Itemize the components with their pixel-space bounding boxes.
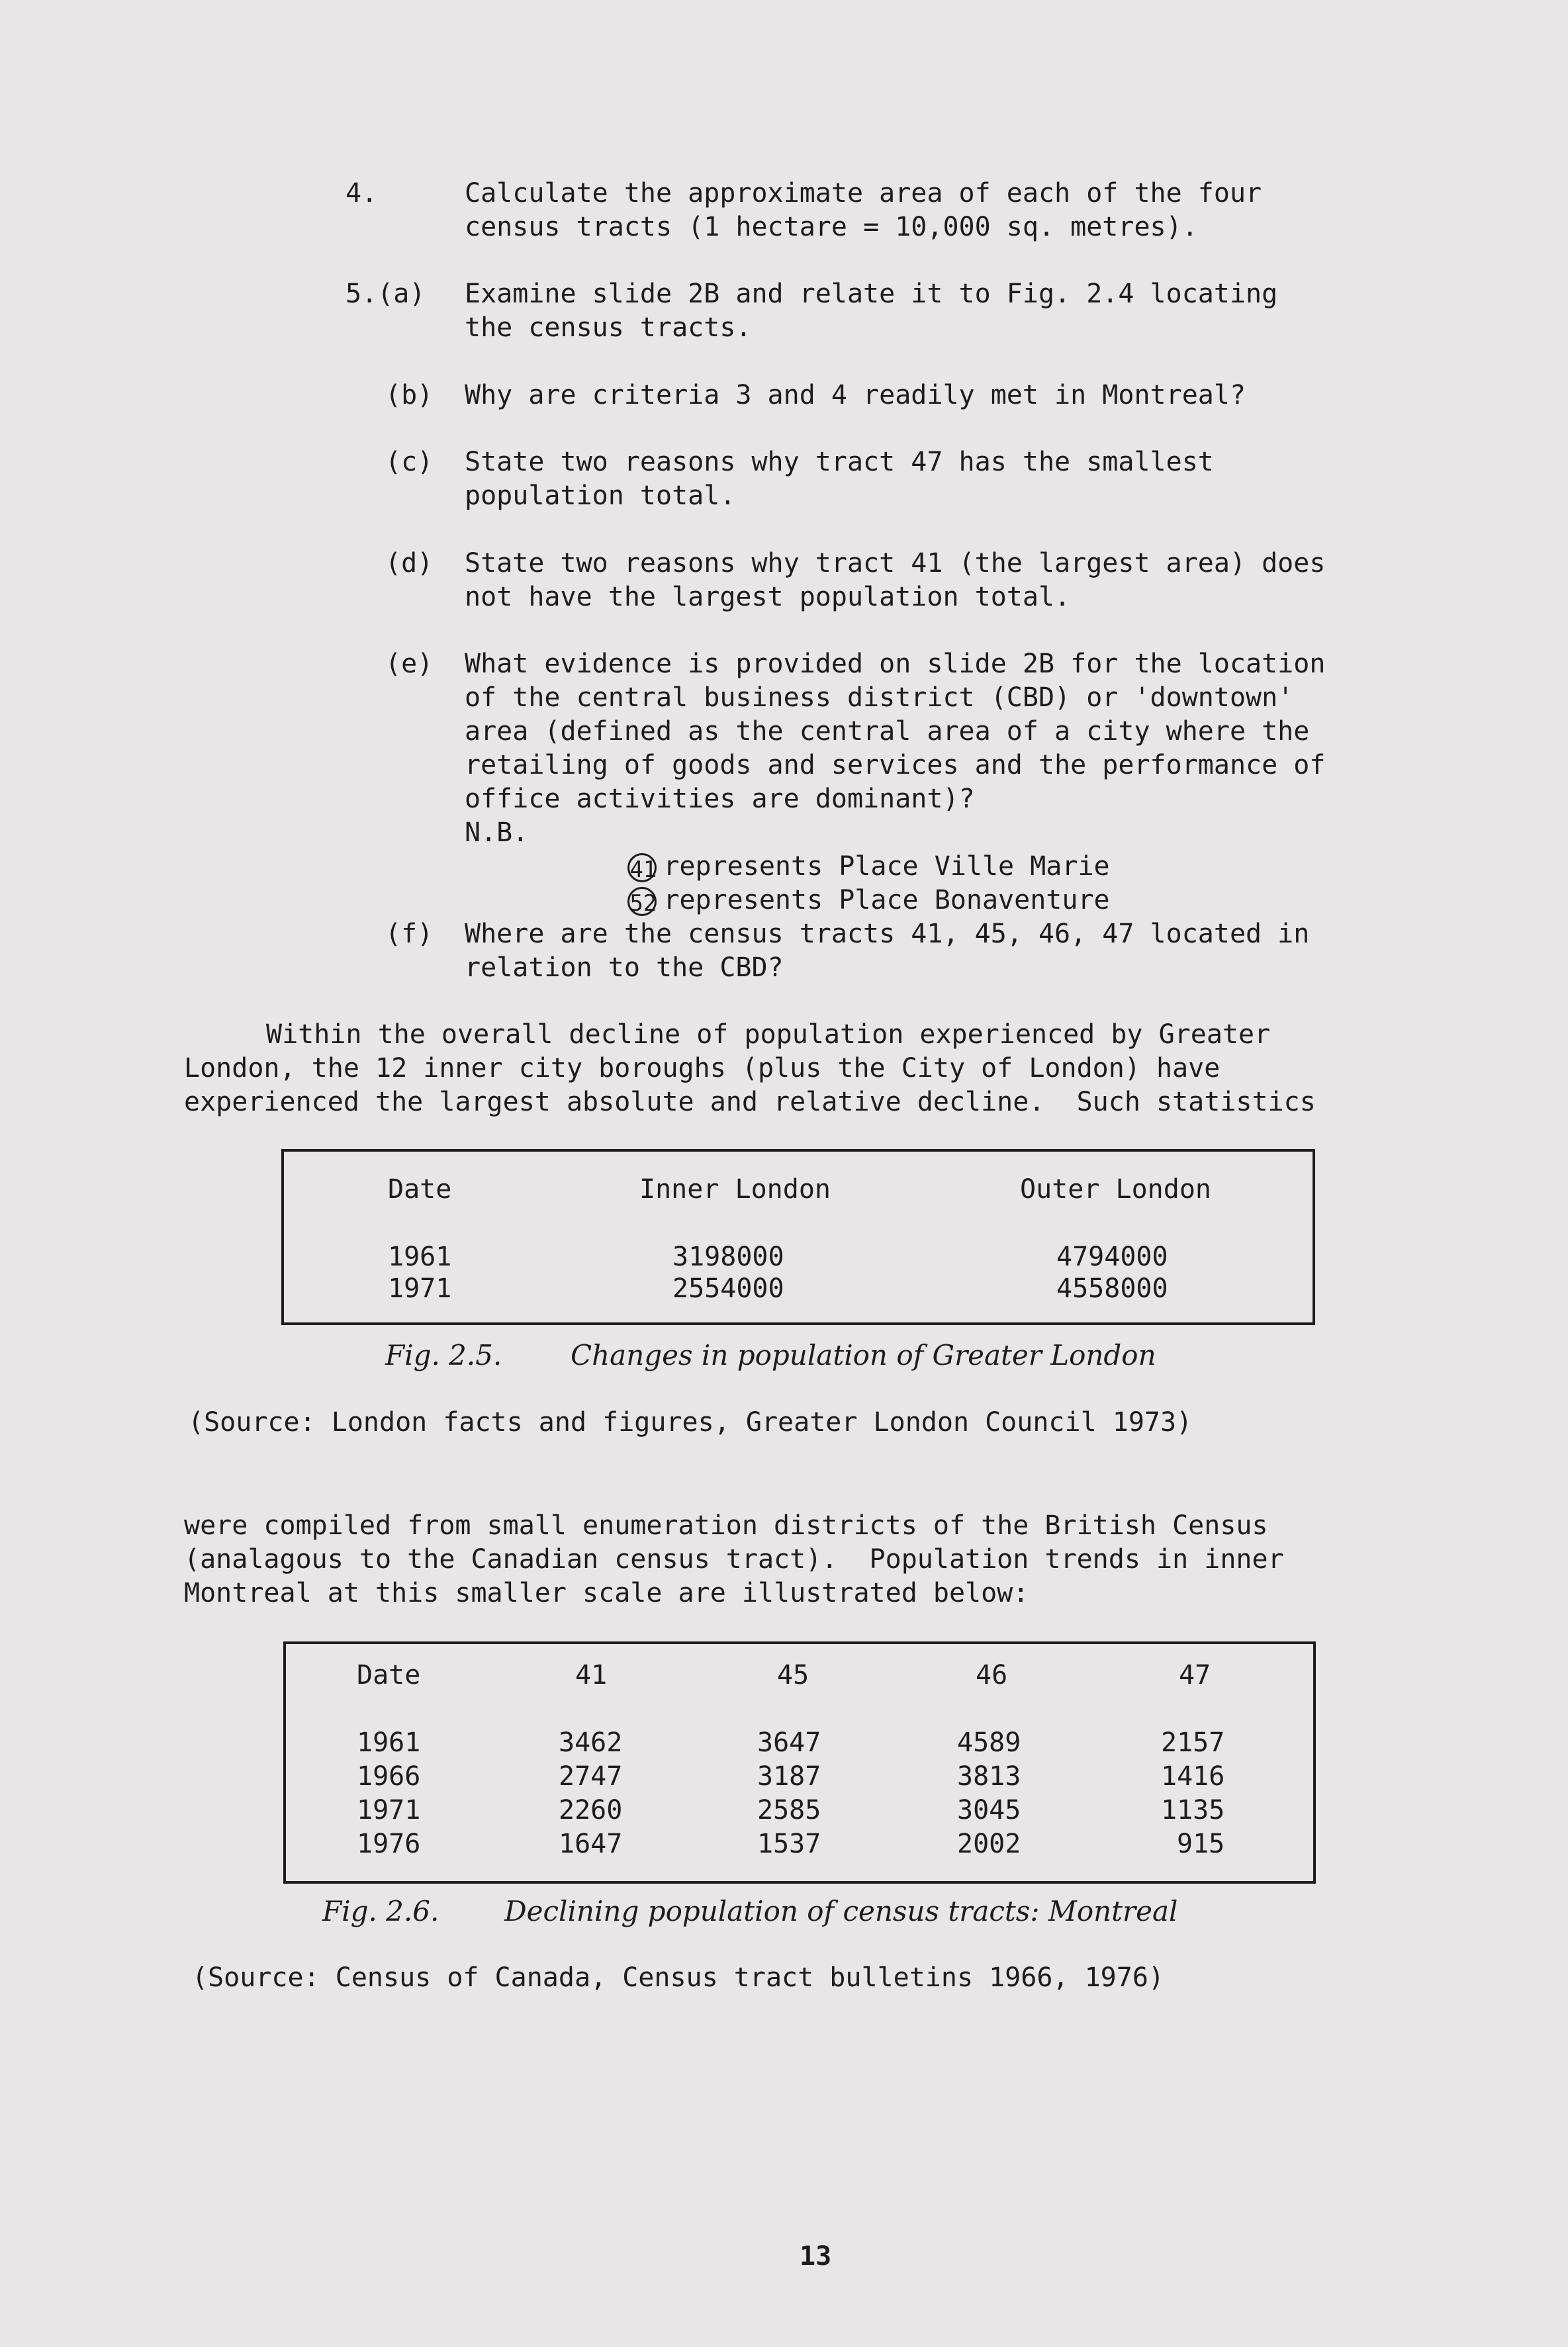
question-text-line: relation to the CBD? <box>465 952 784 983</box>
table-cell: 4589 <box>957 1727 1021 1758</box>
figure-title: Changes in population of Greater London <box>571 1339 1156 1371</box>
question-text-line: State two reasons why tract 41 (the largest area) does <box>465 548 1326 578</box>
table-cell: 1135 <box>1161 1795 1225 1825</box>
question-number: 5.(a) <box>346 279 426 309</box>
question-text-line: population total. <box>465 481 736 511</box>
figure-label: Fig. 2.5. <box>385 1339 502 1371</box>
figure-label: Fig. 2.6. <box>322 1895 439 1927</box>
table-header: 41 <box>575 1660 608 1690</box>
table-cell: 915 <box>1177 1829 1225 1859</box>
paragraph-line: Montreal at this smaller scale are illustrated below: <box>184 1578 1029 1608</box>
population-table-greater-london <box>281 1149 1315 1325</box>
table-cell: 1971 <box>388 1273 452 1304</box>
table-header: 46 <box>976 1660 1008 1690</box>
table-cell: 1976 <box>357 1829 421 1859</box>
table-cell: 3647 <box>757 1727 821 1758</box>
paragraph-line: were compiled from small enumeration districts of the British Census <box>184 1510 1268 1541</box>
question-text-line: Where are the census tracts 41, 45, 46, 47 located in <box>465 919 1310 949</box>
question-text-line: census tracts (1 hectare = 10,000 sq. metres). <box>465 212 1198 242</box>
table-cell: 1966 <box>357 1761 421 1792</box>
table-cell: 1647 <box>559 1829 623 1859</box>
question-text-line: Calculate the approximate area of each of the four <box>465 178 1262 208</box>
question-number: 4. <box>346 178 378 208</box>
nb-note-text: represents Place Ville Marie <box>663 851 1110 882</box>
question-text-line: Why are criteria 3 and 4 readily met in Montreal? <box>465 380 1246 410</box>
table-cell: 3198000 <box>672 1242 784 1272</box>
source-citation: (Source: Census of Canada, Census tract bulletins 1966, 1976) <box>192 1962 1165 1993</box>
table-header: 47 <box>1179 1660 1211 1690</box>
question-number: (c) <box>385 447 434 477</box>
table-cell: 3045 <box>957 1795 1021 1825</box>
page-number: 13 <box>800 2241 832 2272</box>
table-cell: 2002 <box>957 1829 1021 1859</box>
table-cell: 4794000 <box>1056 1242 1168 1272</box>
table-cell: 1961 <box>388 1242 452 1272</box>
table-header: Inner London <box>639 1174 831 1205</box>
table-cell: 2585 <box>757 1795 821 1825</box>
table-cell: 2260 <box>559 1795 623 1825</box>
question-number: (f) <box>385 919 434 949</box>
paragraph-line: (analagous to the Canadian census tract). Population trends in inner <box>184 1544 1284 1575</box>
table-cell: 1961 <box>357 1727 421 1758</box>
nb-label: N.B. <box>465 817 529 848</box>
question-text-line: What evidence is provided on slide 2B for the location <box>465 649 1326 679</box>
table-cell: 2157 <box>1161 1727 1225 1758</box>
question-text-line: not have the largest population total. <box>465 582 1071 612</box>
table-cell: 3462 <box>559 1727 623 1758</box>
table-cell: 4558000 <box>1056 1273 1168 1304</box>
table-cell: 3813 <box>957 1761 1021 1792</box>
paragraph-line: experienced the largest absolute and relative decline. Such statistics <box>184 1087 1316 1117</box>
circled-tract-number: 52 <box>627 887 657 916</box>
question-text-line: retailing of goods and services and the performance of <box>465 750 1326 780</box>
table-cell: 1537 <box>757 1829 821 1859</box>
question-number: (d) <box>385 548 434 578</box>
circled-tract-number: 41 <box>627 853 657 882</box>
question-text-line: of the central business district (CBD) or 'downtown' <box>465 682 1294 713</box>
table-cell: 2747 <box>559 1761 623 1792</box>
table-cell: 1416 <box>1161 1761 1225 1792</box>
question-number: (b) <box>385 380 434 410</box>
question-text-line: State two reasons why tract 47 has the smallest <box>465 447 1214 477</box>
question-text-line: the census tracts. <box>465 312 752 343</box>
table-cell: 3187 <box>757 1761 821 1792</box>
table-header: 45 <box>777 1660 809 1690</box>
nb-note-text: represents Place Bonaventure <box>663 885 1110 915</box>
figure-title: Declining population of census tracts: Montreal <box>504 1895 1178 1927</box>
question-text-line: Examine slide 2B and relate it to Fig. 2.4 locating <box>465 279 1278 309</box>
paragraph-line: London, the 12 inner city boroughs (plus the City of London) have <box>184 1053 1221 1083</box>
question-text-line: office activities are dominant)? <box>465 784 975 814</box>
population-table-montreal-tracts <box>283 1641 1316 1884</box>
question-number: (e) <box>385 649 434 679</box>
table-cell: 2554000 <box>672 1273 784 1304</box>
table-header: Outer London <box>1020 1174 1211 1205</box>
table-cell: 1971 <box>357 1795 421 1825</box>
question-text-line: area (defined as the central area of a city where the <box>465 716 1310 747</box>
source-citation: (Source: London facts and figures, Greater London Council 1973) <box>188 1407 1193 1438</box>
table-header: Date <box>388 1174 452 1205</box>
table-header: Date <box>357 1660 421 1690</box>
paragraph-line: Within the overall decline of population experienced by Greater <box>266 1019 1271 1050</box>
